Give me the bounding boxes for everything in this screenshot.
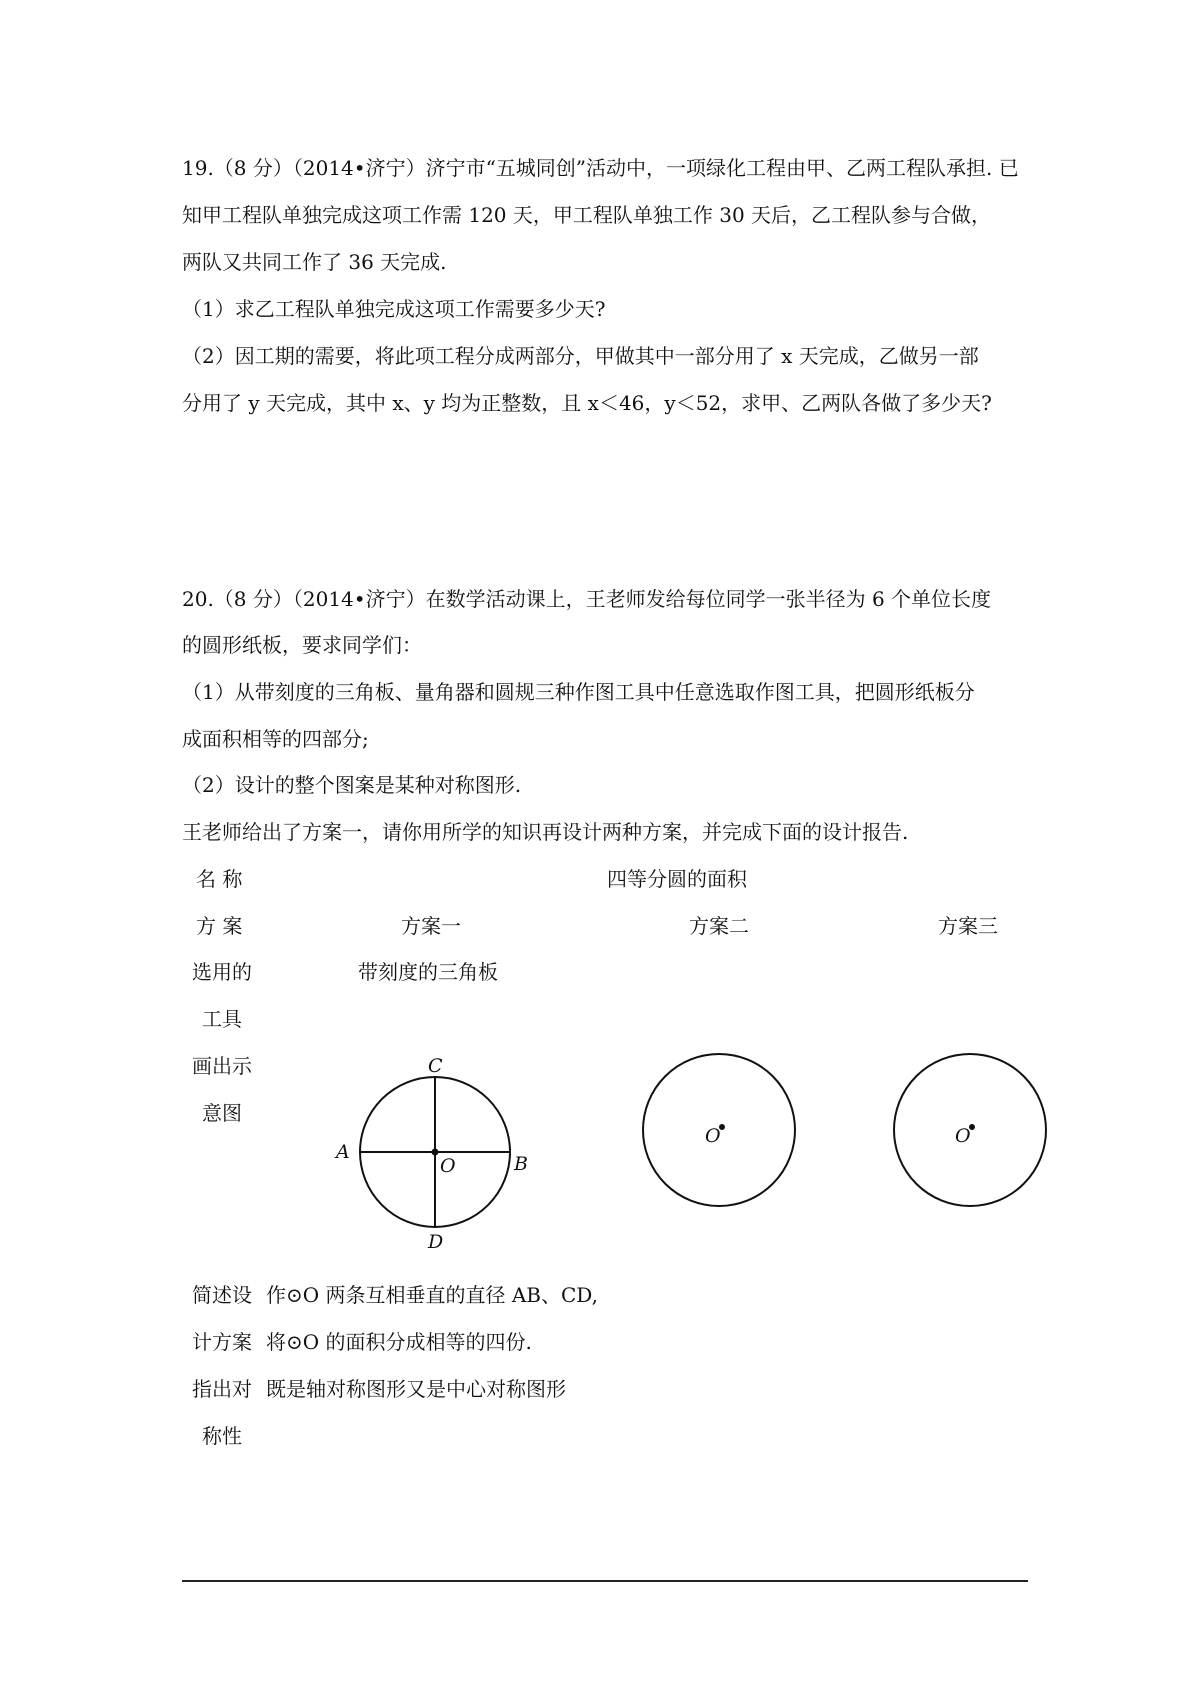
plan-1-figure — [330, 1050, 530, 1260]
label-b: B — [514, 1153, 528, 1175]
label-c: C — [428, 1055, 443, 1077]
row-name-value: 四等分圆的面积 — [607, 867, 747, 891]
row-sym-value-1: 既是轴对称图形又是中心对称图形 — [266, 1377, 566, 1401]
plan-3-header: 方案三 — [938, 914, 998, 938]
row-desc-value-1: 作⊙O 两条互相垂直的直径 AB、CD, — [266, 1283, 598, 1307]
row-desc-label-1: 简述设 — [192, 1283, 252, 1307]
row-sketch-label-1: 画出示 — [192, 1054, 252, 1078]
row-desc-label-2: 计方案 — [192, 1330, 252, 1354]
footer-rule — [182, 1580, 1028, 1582]
plan-2-figure — [640, 1050, 820, 1220]
label-a: A — [336, 1141, 350, 1163]
q20-line-2: 的圆形纸板，要求同学们： — [182, 633, 422, 657]
plan-3-figure — [890, 1050, 1070, 1220]
plan-2-label-o: O — [705, 1125, 721, 1147]
row-sym-label-1: 指出对 — [192, 1377, 252, 1401]
plan-1-header: 方案一 — [401, 914, 461, 938]
q19-line-6: 分用了 y 天完成，其中 x、y 均为正整数，且 x＜46，y＜52，求甲、乙两队各做了多少天? — [182, 391, 992, 415]
q19-line-4: （1）求乙工程队单独完成这项工作需要多少天? — [182, 297, 606, 321]
plan-3-label-o: O — [955, 1125, 971, 1147]
q20-line-4: 成面积相等的四部分; — [182, 727, 369, 751]
q20-line-5: （2）设计的整个图案是某种对称图形. — [182, 773, 522, 797]
row-sketch-label-2: 意图 — [202, 1101, 242, 1125]
center-point — [432, 1149, 439, 1156]
q20-line-6: 王老师给出了方案一，请你用所学的知识再设计两种方案，并完成下面的设计报告. — [182, 820, 909, 844]
row-tool-label-1: 选用的 — [192, 960, 252, 984]
q20-line-1: 20.（8 分）（2014•济宁）在数学活动课上，王老师发给每位同学一张半径为 6 个单位长度 — [182, 587, 992, 611]
row-tool-value-1: 带刻度的三角板 — [358, 960, 498, 984]
row-sym-label-2: 称性 — [202, 1424, 242, 1448]
label-d: D — [428, 1231, 444, 1253]
row-plan-label: 方 案 — [196, 914, 243, 938]
q19-line-3: 两队又共同工作了 36 天完成. — [182, 250, 447, 274]
q19-line-1: 19.（8 分）（2014•济宁）济宁市“五城同创”活动中，一项绿化工程由甲、乙两工程队承担. 已 — [182, 156, 1019, 180]
q19-line-2: 知甲工程队单独完成这项工作需 120 天，甲工程队单独工作 30 天后，乙工程队参与合做， — [182, 203, 992, 227]
q19-line-5: （2）因工期的需要，将此项工程分成两部分，甲做其中一部分用了 x 天完成，乙做另一部 — [182, 344, 979, 368]
row-tool-label-2: 工具 — [202, 1007, 242, 1031]
label-o: O — [440, 1155, 456, 1177]
q20-line-3: （1）从带刻度的三角板、量角器和圆规三种作图工具中任意选取作图工具，把圆形纸板分 — [182, 680, 975, 704]
row-name-label: 名 称 — [196, 867, 243, 891]
plan-2-header: 方案二 — [689, 914, 749, 938]
row-desc-value-2: 将⊙O 的面积分成相等的四份. — [266, 1330, 532, 1354]
